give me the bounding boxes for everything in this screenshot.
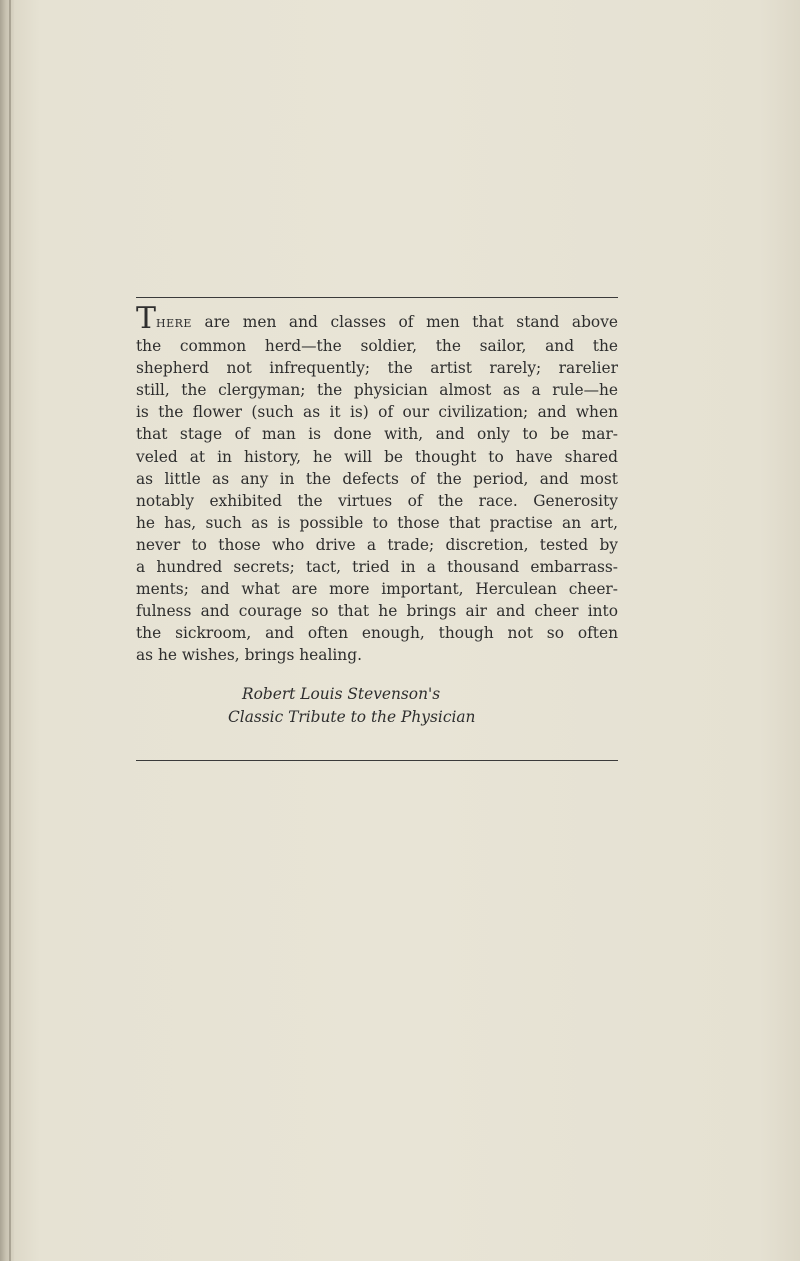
passage-line-12: a hundred secrets; tact, tried in a thousand embarrass- bbox=[136, 558, 618, 577]
quote-passage bbox=[136, 301, 618, 667]
attribution-title: Classic Tribute to the Physician bbox=[228, 708, 476, 726]
passage-line-3: shepherd not infrequently; the artist rarely; rarelier bbox=[136, 359, 618, 378]
attribution-author: Robert Louis Stevenson's bbox=[242, 685, 441, 703]
passage-line-8: as little as any in the defects of the period, and most bbox=[136, 469, 618, 488]
passage-line-14: fulness and courage so that he brings air and cheer into bbox=[136, 602, 618, 621]
passage-line-15: the sickroom, and often enough, though not so often bbox=[136, 624, 618, 643]
passage-line-1-text: are men and classes of men that stand above bbox=[191, 313, 618, 331]
attribution bbox=[228, 683, 475, 729]
passage-line-13: ments; and what are more important, Herculean cheer- bbox=[136, 580, 618, 599]
passage-line-4: still, the clergyman; the physician almost as a rule—he bbox=[136, 381, 618, 400]
passage-line-9: notably exhibited the virtues of the race. Generosity bbox=[136, 491, 618, 510]
top-rule bbox=[136, 297, 618, 298]
passage-line-1 bbox=[136, 301, 618, 336]
passage-line-16: as he wishes, brings healing. bbox=[136, 646, 362, 665]
drop-cap: T bbox=[136, 301, 157, 336]
small-caps-word: HERE bbox=[156, 317, 192, 330]
passage-line-6: that stage of man is done with, and only to be mar- bbox=[136, 425, 618, 444]
page-binding-line bbox=[9, 0, 11, 1261]
passage-line-7: veled at in history, he will be thought to have shared bbox=[136, 447, 618, 466]
passage-line-10: he has, such as is possible to those that practise an art, bbox=[136, 513, 618, 532]
passage-line-5: is the flower (such as it is) of our civilization; and when bbox=[136, 403, 618, 422]
passage-line-11: never to those who drive a trade; discretion, tested by bbox=[136, 535, 618, 554]
bottom-rule bbox=[136, 760, 618, 761]
page-binding-edge bbox=[0, 0, 14, 1261]
passage-line-2: the common herd—the soldier, the sailor, and the bbox=[136, 337, 618, 356]
